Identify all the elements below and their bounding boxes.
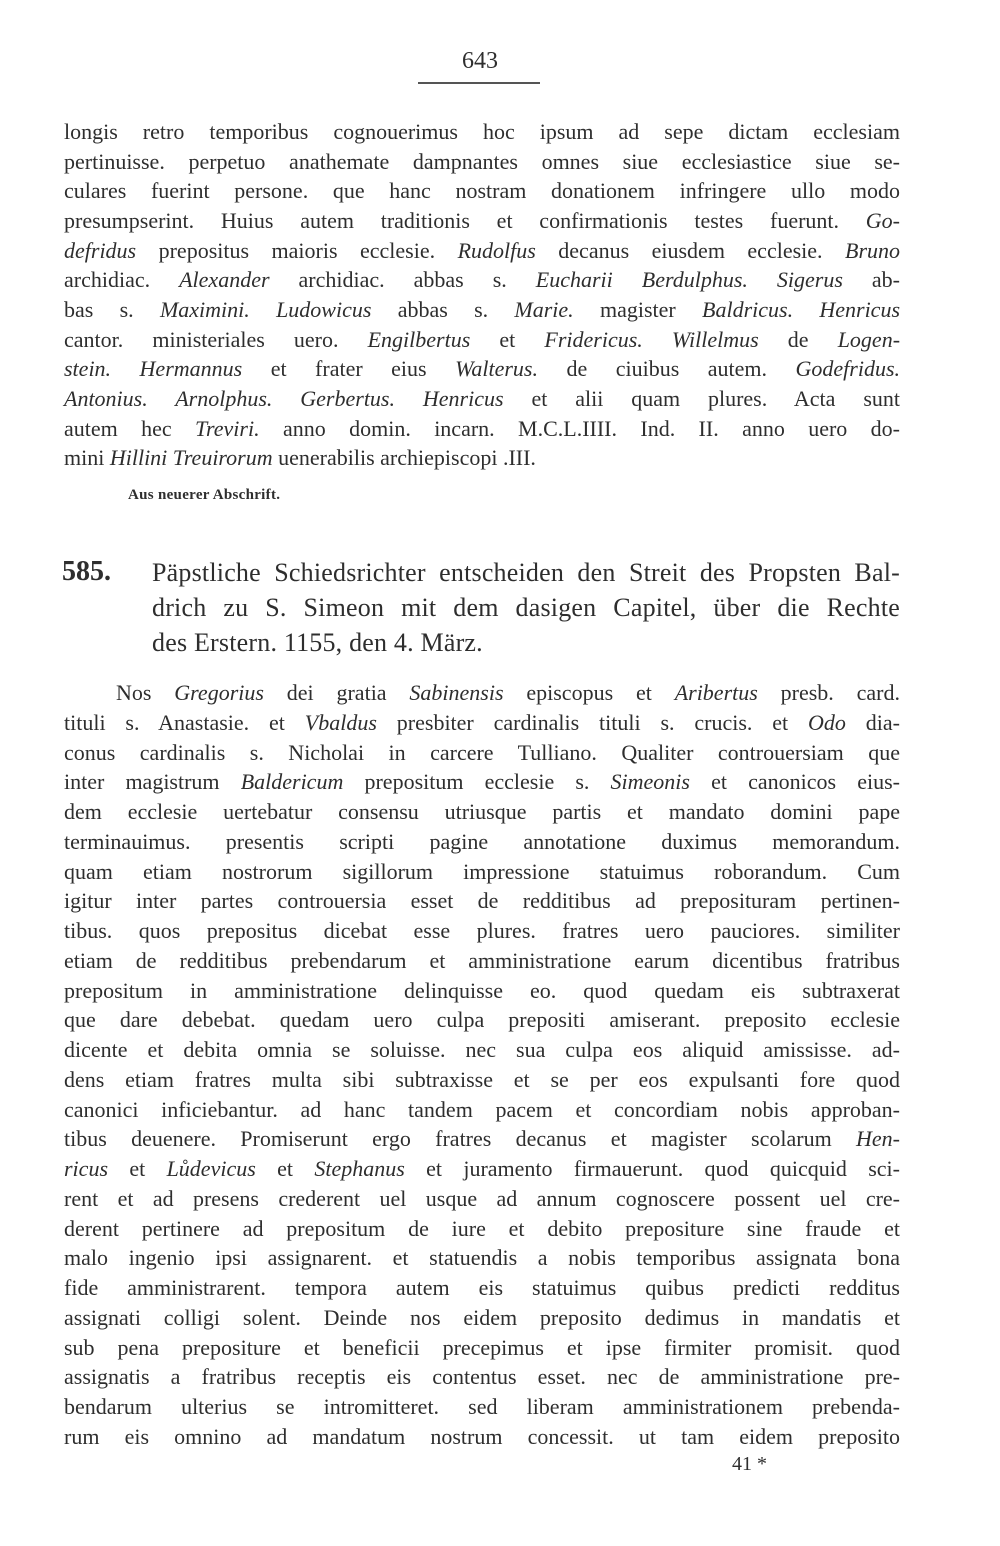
italic-name: Lůdevicus — [166, 1156, 256, 1181]
italic-name: Hermannus — [139, 356, 243, 381]
text-line — [64, 916, 900, 946]
heading-line: drich zu S. Simeon mit dem dasigen Capitel, über die Rechte — [152, 593, 900, 622]
text-segment: et — [108, 1156, 167, 1181]
italic-name: stein. — [64, 356, 112, 381]
text-segment: presb. card. — [757, 680, 900, 705]
italic-name: Maximini. — [159, 297, 250, 322]
text-line — [64, 1184, 900, 1214]
text-segment — [748, 267, 777, 292]
italic-name: Engilbertus — [367, 327, 471, 352]
text-line — [116, 678, 900, 708]
text-line — [64, 976, 900, 1006]
text-segment: abbas s. — [371, 297, 515, 322]
text-segment: de — [758, 327, 838, 352]
text-segment: inter magistrum — [64, 769, 241, 794]
text-line — [64, 1273, 900, 1303]
text-segment: dei gratia — [263, 680, 410, 705]
text-segment: malo ingenio ipsi assignarent. et statuendis a nobis temporibus assignata bona — [64, 1245, 900, 1270]
italic-name: Sigerus — [776, 267, 843, 292]
italic-name: Odo — [808, 710, 846, 735]
italic-name: Godefridus. — [795, 356, 900, 381]
text-line — [64, 443, 900, 473]
italic-name: Treviri. — [195, 416, 260, 441]
signature-mark: 41 * — [732, 1453, 767, 1475]
text-segment: tibus deuenere. Promiserunt ergo fratres decanus et magister scolarum — [64, 1126, 857, 1151]
text-line — [64, 827, 900, 857]
italic-name: Stephanus — [314, 1156, 405, 1181]
text-line — [64, 1243, 900, 1273]
italic-name: Logen- — [837, 327, 901, 352]
text-segment: autem hec — [64, 416, 196, 441]
italic-name: Aribertus — [674, 680, 758, 705]
italic-name: Baldricus. — [702, 297, 794, 322]
text-line — [64, 1095, 900, 1125]
italic-name: Sabinensis — [409, 680, 504, 705]
italic-name: Marie. — [514, 297, 574, 322]
text-segment: dia- — [845, 710, 900, 735]
text-line — [64, 236, 900, 266]
italic-name: Fridericus. — [544, 327, 643, 352]
text-line — [64, 1362, 900, 1392]
source-note: Aus neuerer Abschrift. — [128, 487, 281, 503]
text-line — [64, 265, 900, 295]
italic-name: Ludowicus — [276, 297, 372, 322]
text-segment — [250, 297, 276, 322]
italic-name: Willelmus — [671, 327, 759, 352]
italic-name: Eucharii Berdulphus. — [535, 267, 748, 292]
italic-name: Alexander — [179, 267, 270, 292]
italic-name: Walterus. — [455, 356, 538, 381]
italic-name: defridus — [64, 238, 137, 263]
text-line — [64, 384, 900, 414]
text-segment: tibus. quos prepositus dicebat esse plures. fratres uero pauciores. similiter — [64, 918, 900, 943]
text-segment: etiam de redditibus prebendarum et amministratione earum dicentibus fratribus — [64, 948, 900, 973]
header-rule — [418, 82, 540, 84]
text-segment: conus cardinalis s. Nicholai in carcere Tulliano. Qualiter controuersiam que — [64, 740, 900, 765]
text-segment: tituli s. Anastasie. et — [64, 710, 305, 735]
text-segment: uenerabilis archiepiscopi .III. — [272, 445, 536, 470]
italic-name: Bruno — [845, 238, 900, 263]
heading-line: des Erstern. 1155, den 4. März. — [152, 628, 483, 657]
text-line — [64, 1035, 900, 1065]
text-segment: magister — [573, 297, 703, 322]
text-segment — [111, 356, 139, 381]
text-line — [64, 1154, 900, 1184]
document-number: 585. — [62, 556, 111, 587]
text-segment: rent et ad presens crederent uel usque ad annum cognoscere possent uel cre- — [64, 1186, 900, 1211]
text-segment: canonici inficiebantur. ad hanc tandem pacem et concordiam nobis approban- — [64, 1097, 900, 1122]
page-number: 643 — [462, 48, 498, 74]
text-segment: prepositum in amministratione delinquisse eo. quod quedam eis subtraxerat — [64, 978, 900, 1003]
text-segment: longis retro temporibus cognouerimus hoc ipsum ad sepe dictam ecclesiam — [64, 119, 900, 144]
text-segment: igitur inter partes controuersia esset de redditibus ad preposituram pertinen- — [64, 888, 900, 913]
italic-name: Vbaldus — [304, 710, 377, 735]
text-segment: cantor. ministeriales uero. — [64, 327, 368, 352]
text-segment: bas s. — [64, 297, 160, 322]
text-segment: archidiac. — [64, 267, 180, 292]
text-segment: presbiter cardinalis tituli s. crucis. et — [376, 710, 809, 735]
text-segment: et — [470, 327, 545, 352]
text-line — [64, 176, 900, 206]
italic-name: Go- — [865, 208, 900, 233]
text-line — [64, 1005, 900, 1035]
text-segment: et alii quam plures. Acta sunt — [503, 386, 900, 411]
text-segment: presumpserint. Huius autem traditionis et confirmationis testes fuerunt. — [64, 208, 866, 233]
text-segment: Nos — [116, 680, 175, 705]
text-line — [64, 1214, 900, 1244]
italic-name: Simeonis — [610, 769, 690, 794]
text-line — [64, 797, 900, 827]
text-segment: quam etiam nostrorum sigillorum impressione statuimus roborandum. Cum — [64, 859, 900, 884]
text-segment: dem ecclesie uertebatur consensu utriusque partis et mandato domini pape — [64, 799, 900, 824]
text-line — [64, 414, 900, 444]
text-segment: bendarum ulterius se intromitteret. sed liberam amministrationem prebenda- — [64, 1394, 900, 1419]
text-segment: archidiac. abbas s. — [269, 267, 536, 292]
text-line — [64, 1333, 900, 1363]
text-segment: episcopus et — [503, 680, 675, 705]
text-line — [64, 857, 900, 887]
heading-line: Päpstliche Schiedsrichter entscheiden den Streit des Propsten Bal- — [152, 558, 900, 587]
text-segment: fide amministrarent. tempora autem eis statuimus quibus predicti redditus — [64, 1275, 900, 1300]
text-segment: et canonicos eius- — [690, 769, 901, 794]
text-segment: assignati colligi solent. Deinde nos eidem preposito dedimus in mandatis et — [64, 1305, 900, 1330]
text-segment — [793, 297, 819, 322]
text-segment: sub pena prepositure et beneficii precepimus et ipse firmiter promisit. quod — [64, 1335, 900, 1360]
text-line — [64, 295, 900, 325]
text-segment: dicente et debita omnia se soluisse. nec sua culpa eos aliquid amississe. ad- — [64, 1037, 900, 1062]
text-segment — [643, 327, 672, 352]
text-line — [64, 1124, 900, 1154]
text-segment: ab- — [842, 267, 900, 292]
text-line — [64, 886, 900, 916]
italic-name: Gregorius — [174, 680, 264, 705]
text-line — [64, 117, 900, 147]
text-segment: terminauimus. presentis scripti pagine annotatione duximus memorandum. — [64, 829, 900, 854]
text-line — [64, 325, 900, 355]
text-line — [64, 767, 900, 797]
italic-name: Hillini Treuirorum — [109, 445, 273, 470]
text-segment: derent pertinere ad prepositum de iure et debito prepositure sine fraude et — [64, 1216, 900, 1241]
text-segment: decanus eiusdem ecclesie. — [535, 238, 845, 263]
text-segment: de ciuibus autem. — [538, 356, 796, 381]
text-segment: mini — [64, 445, 110, 470]
text-segment: rum eis omnino ad mandatum nostrum concessit. ut tam eidem preposito — [64, 1424, 900, 1449]
italic-name: Henricus — [819, 297, 901, 322]
text-segment: dens etiam fratres multa sibi subtraxisse et se per eos expulsanti fore quod — [64, 1067, 900, 1092]
text-line — [64, 708, 900, 738]
text-line — [64, 1392, 900, 1422]
text-segment: et juramento firmauerunt. quod quicquid sci- — [404, 1156, 900, 1181]
text-line — [64, 1422, 900, 1452]
italic-name: ricus — [64, 1156, 108, 1181]
italic-name: Antonius. Arnolphus. Gerbertus. Henricus — [64, 386, 504, 411]
text-segment: et frater eius — [242, 356, 456, 381]
italic-name: Hen- — [856, 1126, 900, 1151]
text-line — [64, 946, 900, 976]
text-segment: que dare debebat. quedam uero culpa prepositi amiserant. preposito ecclesie — [64, 1007, 900, 1032]
text-line — [64, 1303, 900, 1333]
text-segment: anno domin. incarn. M.C.L.IIII. Ind. II. anno uero do- — [259, 416, 900, 441]
text-line — [64, 1065, 900, 1095]
text-segment: prepositum ecclesie s. — [343, 769, 611, 794]
text-segment: pertinuisse. perpetuo anathemate dampnantes omnes siue ecclesiastice siue se- — [64, 149, 900, 174]
italic-name: Baldericum — [240, 769, 344, 794]
text-line — [64, 354, 900, 384]
text-line — [64, 738, 900, 768]
text-segment: assignatis a fratribus receptis eis contentus esset. nec de amministratione pre- — [64, 1364, 900, 1389]
italic-name: Rudolfus — [457, 238, 536, 263]
text-line — [64, 206, 900, 236]
text-segment: prepositus maioris ecclesie. — [136, 238, 458, 263]
text-segment: et — [255, 1156, 315, 1181]
text-line — [64, 147, 900, 177]
text-segment: culares fuerint persone. que hanc nostram donationem infringere ullo modo — [64, 178, 900, 203]
